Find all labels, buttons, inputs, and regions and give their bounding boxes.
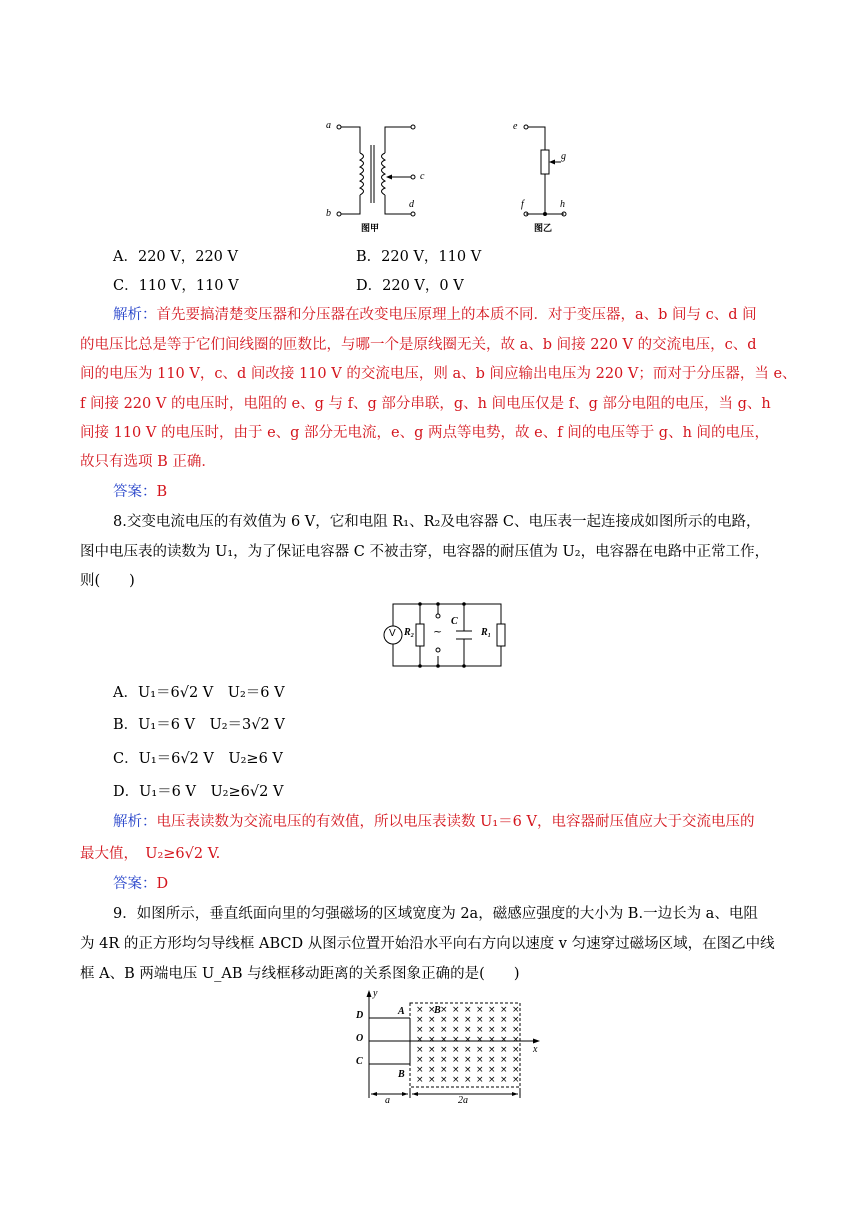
q9-stem-line-3: 框 A、B 两端电压 U_AB 与线框移动距离的关系图象正确的是( ) bbox=[80, 966, 520, 982]
field-cross: × bbox=[428, 1035, 436, 1045]
label-c-point: C bbox=[356, 1056, 363, 1067]
q7-analysis-label: 解析： bbox=[113, 307, 157, 323]
field-cross: × bbox=[500, 1045, 508, 1055]
field-cross: × bbox=[452, 1015, 460, 1025]
q7-analysis-line-1 bbox=[113, 305, 757, 325]
magnetic-field-diagram bbox=[340, 990, 550, 1105]
field-cross: × bbox=[416, 1015, 424, 1025]
field-cross: × bbox=[488, 1035, 496, 1045]
label-d: d bbox=[409, 199, 414, 210]
field-cross: × bbox=[416, 1065, 424, 1075]
field-cross: × bbox=[452, 1005, 460, 1015]
q8-option-a: A．U₁＝6√2 V U₂＝6 V bbox=[113, 685, 285, 701]
field-cross: × bbox=[500, 1075, 508, 1085]
q7-analysis-line-3: 间的电压为 110 V，c、d 间改接 110 V 的交流电压，则 a、b 间应输出电压为 220 V；而对于分压器，当 e、 bbox=[80, 366, 797, 382]
label-b: b bbox=[326, 208, 331, 219]
field-cross: × bbox=[488, 1055, 496, 1065]
field-cross: × bbox=[428, 1075, 436, 1085]
field-cross: × bbox=[440, 1015, 448, 1025]
field-cross: × bbox=[464, 1025, 472, 1035]
label-e: e bbox=[513, 121, 518, 132]
q8-answer-value: D bbox=[156, 876, 169, 892]
field-cross: × bbox=[452, 1025, 460, 1035]
q8-option-b: B．U₁＝6 V U₂＝3√2 V bbox=[113, 717, 285, 733]
field-cross: × bbox=[428, 1005, 436, 1015]
q7-answer-label: 答案： bbox=[113, 484, 157, 500]
label-f: f bbox=[521, 199, 524, 210]
label-c: c bbox=[420, 171, 425, 182]
label-a: a bbox=[326, 120, 331, 131]
field-cross: × bbox=[428, 1015, 436, 1025]
voltmeter-label: V bbox=[389, 628, 396, 639]
field-cross: × bbox=[440, 1035, 448, 1045]
field-cross: × bbox=[512, 1065, 520, 1075]
field-cross: × bbox=[512, 1075, 520, 1085]
circuit-figure bbox=[380, 600, 515, 672]
label-r2: R₂ bbox=[404, 627, 415, 638]
q8-option-c: C．U₁＝6√2 V U₂≥6 V bbox=[113, 751, 283, 767]
q8-stem-line-2: 图中电压表的读数为 U₁，为了保证电容器 C 不被击穿，电容器的耐压值为 U₂，电容器在电路中正常工作， bbox=[80, 544, 770, 560]
figure-caption-yi: 图乙 bbox=[534, 224, 553, 234]
field-cross: × bbox=[440, 1005, 448, 1015]
field-cross: × bbox=[488, 1025, 496, 1035]
field-cross: × bbox=[512, 1055, 520, 1065]
q9-stem-line-2: 为 4R 的正方形均匀导线框 ABCD 从图示位置开始沿水平向右方向以速度 v 匀速穿过磁场区域，在图乙中线 bbox=[80, 936, 775, 952]
field-cross: × bbox=[464, 1035, 472, 1045]
q8-answer bbox=[113, 874, 168, 894]
label-width-2a: 2a bbox=[458, 1095, 468, 1106]
field-cross: × bbox=[476, 1035, 484, 1045]
field-cross: × bbox=[512, 1005, 520, 1015]
divider-figure bbox=[505, 115, 585, 240]
field-cross: × bbox=[512, 1045, 520, 1055]
field-cross: × bbox=[500, 1055, 508, 1065]
field-cross: × bbox=[428, 1045, 436, 1055]
field-cross: × bbox=[416, 1005, 424, 1015]
field-cross: × bbox=[476, 1005, 484, 1015]
q8-analysis-text-1: 电压表读数为交流电压的有效值，所以电压表读数 U₁＝6 V，电容器耐压值应大于交流电压的 bbox=[156, 814, 755, 830]
field-cross: × bbox=[428, 1055, 436, 1065]
field-cross: × bbox=[464, 1005, 472, 1015]
q8-analysis-label: 解析： bbox=[113, 814, 157, 830]
field-cross: × bbox=[476, 1065, 484, 1075]
field-cross: × bbox=[428, 1025, 436, 1035]
field-cross: × bbox=[512, 1025, 520, 1035]
q8-analysis-line-2: 最大值， U₂≥6√2 V. bbox=[80, 846, 221, 862]
field-cross: × bbox=[500, 1015, 508, 1025]
field-cross: × bbox=[464, 1045, 472, 1055]
q7-analysis-line-2: 的电压比总是等于它们间线圈的匝数比，与哪一个是原线圈无关，故 a、b 间接 220 V 的交流电压，c、d bbox=[80, 337, 757, 353]
q7-answer-value: B bbox=[156, 484, 168, 500]
field-cross: × bbox=[488, 1075, 496, 1085]
field-cross: × bbox=[416, 1025, 424, 1035]
field-cross: × bbox=[464, 1065, 472, 1075]
field-cross: × bbox=[452, 1075, 460, 1085]
field-cross: × bbox=[452, 1065, 460, 1075]
field-cross: × bbox=[452, 1045, 460, 1055]
label-width-a: a bbox=[385, 1095, 390, 1106]
field-cross: × bbox=[440, 1025, 448, 1035]
q7-answer bbox=[113, 482, 167, 502]
label-d-point: D bbox=[356, 1010, 364, 1021]
field-cross: × bbox=[440, 1055, 448, 1065]
label-a-point: A bbox=[398, 1006, 405, 1017]
label-origin: O bbox=[356, 1033, 364, 1044]
figure-caption-jia: 图甲 bbox=[361, 224, 380, 234]
field-cross: × bbox=[464, 1015, 472, 1025]
q7-option-d: D．220 V，0 V bbox=[356, 278, 464, 294]
field-cross: × bbox=[416, 1035, 424, 1045]
q8-stem-line-3: 则( ) bbox=[80, 573, 135, 589]
circuit-diagram bbox=[380, 600, 515, 672]
q7-analysis-text-1: 首先要搞清楚变压器和分压器在改变电压原理上的本质不同．对于变压器，a、b 间与 c、d 间 bbox=[156, 307, 757, 323]
transformer-diagram bbox=[315, 115, 445, 240]
label-h: h bbox=[560, 199, 565, 210]
field-cross: × bbox=[512, 1015, 520, 1025]
field-cross: × bbox=[488, 1045, 496, 1055]
field-cross: × bbox=[416, 1055, 424, 1065]
field-cross: × bbox=[500, 1035, 508, 1045]
q8-option-d: D．U₁＝6 V U₂≥6√2 V bbox=[113, 784, 284, 800]
label-y-axis: y bbox=[373, 988, 378, 999]
label-x-axis: x bbox=[533, 1044, 538, 1055]
field-cross: × bbox=[440, 1065, 448, 1075]
field-cross: × bbox=[452, 1035, 460, 1045]
field-cross: × bbox=[452, 1055, 460, 1065]
q7-option-b: B．220 V，110 V bbox=[356, 249, 482, 265]
q7-analysis-line-6: 故只有选项 B 正确． bbox=[80, 454, 216, 470]
field-cross: × bbox=[464, 1075, 472, 1085]
field-cross: × bbox=[488, 1015, 496, 1025]
label-c-capacitor: C bbox=[451, 616, 458, 627]
field-cross: × bbox=[512, 1035, 520, 1045]
field-cross: × bbox=[464, 1055, 472, 1065]
field-cross: × bbox=[488, 1005, 496, 1015]
field-cross: × bbox=[476, 1075, 484, 1085]
field-cross: × bbox=[416, 1045, 424, 1055]
field-cross: × bbox=[428, 1065, 436, 1075]
label-b-point: B bbox=[398, 1069, 405, 1080]
transformer-figure bbox=[315, 115, 445, 240]
ac-source-label: ~ bbox=[433, 625, 443, 638]
q7-option-c: C．110 V，110 V bbox=[113, 278, 239, 294]
field-cross: × bbox=[440, 1075, 448, 1085]
field-crosses bbox=[416, 1005, 520, 1085]
label-g: g bbox=[561, 151, 566, 162]
q8-stem-line-1: 8.交变电流电压的有效值为 6 V，它和电阻 R₁、R₂及电容器 C、电压表一起连接成如图所示的电路， bbox=[113, 514, 761, 530]
q8-answer-label: 答案： bbox=[113, 876, 157, 892]
field-cross: × bbox=[476, 1015, 484, 1025]
label-r1: R₁ bbox=[481, 627, 492, 638]
q7-option-a: A．220 V，220 V bbox=[113, 249, 238, 265]
field-cross: × bbox=[476, 1055, 484, 1065]
field-cross: × bbox=[500, 1025, 508, 1035]
q9-stem-line-1: 9．如图所示，垂直纸面向里的匀强磁场的区域宽度为 2a，磁感应强度的大小为 B.一边长为 a、电阻 bbox=[113, 906, 758, 922]
q7-analysis-line-5: 间接 110 V 的电压时，由于 e、g 部分无电流，e、g 两点等电势，故 e、f 间的电压等于 g、h 间的电压， bbox=[80, 425, 770, 441]
field-cross: × bbox=[488, 1065, 496, 1075]
magnetic-field-figure bbox=[340, 990, 550, 1105]
field-cross: × bbox=[476, 1025, 484, 1035]
q8-analysis-line-1 bbox=[113, 812, 754, 832]
field-cross: × bbox=[476, 1045, 484, 1055]
q7-analysis-line-4: f 间接 220 V 的电压时，电阻的 e、g 与 f、g 部分串联，g、h 间电压仅是 f、g 部分电阻的电压，当 g、h bbox=[80, 396, 771, 412]
label-field-b: B bbox=[434, 1005, 441, 1016]
field-cross: × bbox=[440, 1045, 448, 1055]
field-cross: × bbox=[500, 1065, 508, 1075]
field-cross: × bbox=[500, 1005, 508, 1015]
field-cross: × bbox=[416, 1075, 424, 1085]
